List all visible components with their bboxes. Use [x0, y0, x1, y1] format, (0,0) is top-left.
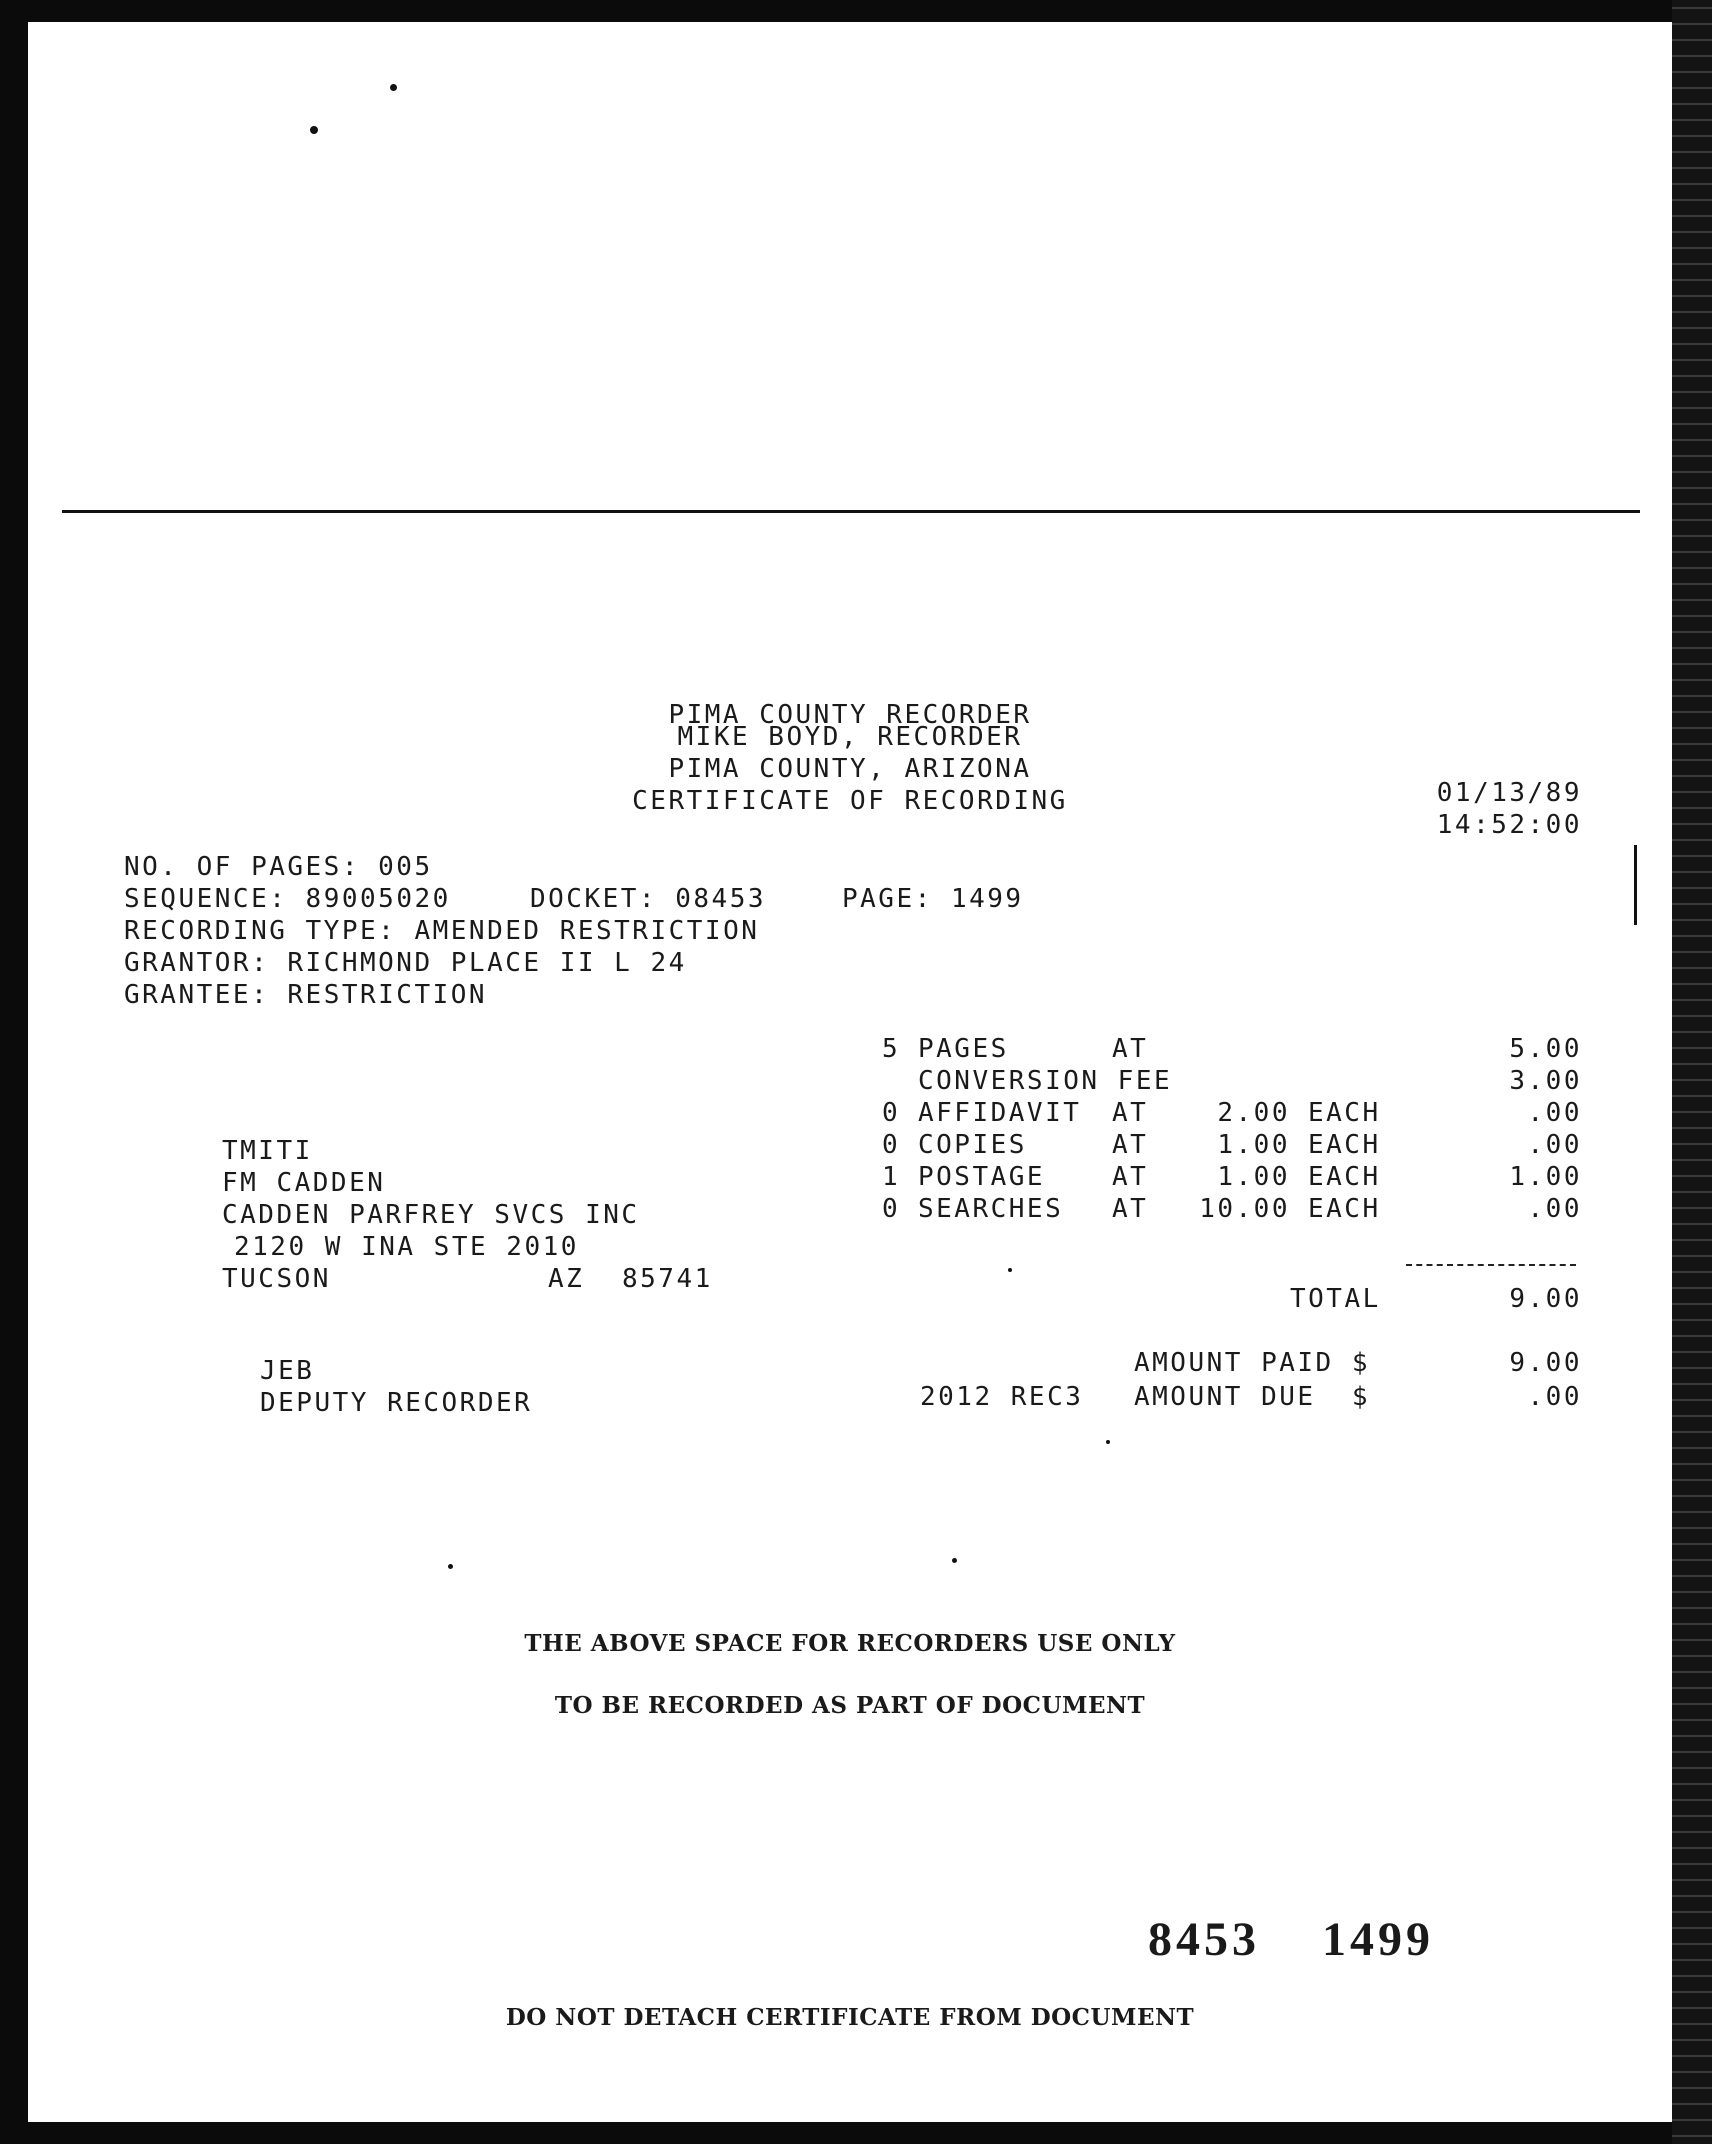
clerk-initials: JEB [260, 1356, 315, 1386]
record-date: 01/13/89 [1436, 778, 1582, 808]
fee-item: CONVERSION FEE [918, 1066, 1173, 1096]
fee-rate: 1.00 [1217, 1162, 1290, 1192]
fee-qty: 1 [882, 1162, 901, 1192]
address-line-2: FM CADDEN [222, 1168, 386, 1198]
fee-qty: 0 [882, 1130, 901, 1160]
grantee-row [124, 980, 487, 1010]
fee-at: AT [1112, 1162, 1149, 1192]
scan-speck [1106, 1440, 1110, 1444]
fee-item: POSTAGE [918, 1162, 1046, 1192]
amount-due-label: AMOUNT DUE $ [1134, 1382, 1370, 1412]
total-label: TOTAL [1290, 1284, 1381, 1314]
sequence-label: SEQUENCE: [124, 884, 288, 914]
recording-type-value: AMENDED RESTRICTION [414, 916, 760, 946]
page-value: 1499 [950, 884, 1024, 914]
fee-item: AFFIDAVIT [918, 1098, 1082, 1128]
stamp-page-number: 1499 [1322, 1913, 1434, 1966]
header-line-1: PIMA COUNTY RECORDER [668, 700, 1032, 730]
clerk-title: DEPUTY RECORDER [260, 1388, 533, 1418]
docket-label: DOCKET: [530, 884, 658, 914]
scan-speck [310, 126, 318, 134]
page-label: PAGE: [842, 884, 933, 914]
certificate-title: CERTIFICATE OF RECORDING [632, 786, 1068, 816]
header-line-3: PIMA COUNTY, ARIZONA [668, 754, 1032, 784]
fee-each: EACH [1308, 1162, 1381, 1192]
amount-paid-value: 9.00 [1509, 1348, 1582, 1378]
grantee-label: GRANTEE: [124, 980, 270, 1010]
docket-value: 08453 [675, 884, 767, 914]
docket-row [530, 884, 766, 914]
pages-row [124, 852, 433, 882]
address-line-3: CADDEN PARFREY SVCS INC [222, 1200, 640, 1230]
scan-speck [448, 1564, 453, 1569]
header-line-2: MIKE BOYD, RECORDER [677, 722, 1023, 752]
fee-amount: 5.00 [1509, 1034, 1582, 1064]
fee-rate: 1.00 [1217, 1130, 1290, 1160]
register-code: 2012 REC3 [920, 1382, 1084, 1412]
fee-each: EACH [1308, 1098, 1381, 1128]
pages-label: NO. OF PAGES: [124, 852, 360, 882]
document-page [28, 22, 1672, 2122]
address-state: AZ [548, 1264, 585, 1294]
record-time: 14:52:00 [1436, 810, 1582, 840]
total-value: 9.00 [1509, 1284, 1582, 1314]
sequence-value: 89005020 [305, 884, 451, 914]
fee-at: AT [1112, 1194, 1149, 1224]
horizontal-divider [62, 510, 1640, 513]
scan-speck [390, 84, 397, 91]
sequence-row [124, 884, 451, 914]
scan-speck [1008, 1268, 1012, 1272]
address-line-1: TMITI [222, 1136, 313, 1166]
fee-item: SEARCHES [918, 1194, 1064, 1224]
scan-speck [952, 1558, 957, 1563]
stamp-docket-number: 8453 [1148, 1913, 1260, 1966]
pages-value: 005 [378, 852, 433, 882]
amount-paid-label: AMOUNT PAID $ [1134, 1348, 1370, 1378]
grantor-row [124, 948, 687, 978]
fee-qty: 0 [882, 1098, 901, 1128]
grantor-value: RICHMOND PLACE II L 24 [287, 948, 687, 978]
fee-amount: .00 [1527, 1098, 1582, 1128]
record-as-part-notice: TO BE RECORDED AS PART OF DOCUMENT [554, 1692, 1146, 1719]
fee-qty: 0 [882, 1194, 901, 1224]
page-row [842, 884, 1024, 914]
address-line-4: 2120 W INA STE 2010 [234, 1232, 579, 1262]
margin-mark [1634, 845, 1637, 925]
address-zip: 85741 [622, 1264, 713, 1294]
do-not-detach-notice: DO NOT DETACH CERTIFICATE FROM DOCUMENT [505, 2004, 1195, 2031]
recorders-use-notice: THE ABOVE SPACE FOR RECORDERS USE ONLY [524, 1630, 1176, 1657]
fee-item: COPIES [918, 1130, 1027, 1160]
fee-amount: 3.00 [1509, 1066, 1582, 1096]
recording-type-row [124, 916, 759, 946]
fee-amount: .00 [1527, 1130, 1582, 1160]
fee-at: AT [1112, 1098, 1149, 1128]
scan-edge-noise [1672, 0, 1712, 2144]
fee-rate: 10.00 [1199, 1194, 1290, 1224]
fee-each: EACH [1308, 1130, 1381, 1160]
address-city: TUCSON [222, 1264, 331, 1294]
total-rule [1406, 1264, 1576, 1266]
fee-at: AT [1112, 1034, 1149, 1064]
fee-amount: .00 [1527, 1194, 1582, 1224]
recording-type-label: RECORDING TYPE: [124, 916, 397, 946]
amount-due-value: .00 [1527, 1382, 1582, 1412]
fee-item: PAGES [918, 1034, 1009, 1064]
fee-rate: 2.00 [1217, 1098, 1290, 1128]
grantee-value: RESTRICTION [287, 980, 488, 1010]
fee-amount: 1.00 [1509, 1162, 1582, 1192]
fee-each: EACH [1308, 1194, 1381, 1224]
fee-qty: 5 [882, 1034, 901, 1064]
grantor-label: GRANTOR: [124, 948, 270, 978]
fee-at: AT [1112, 1130, 1149, 1160]
